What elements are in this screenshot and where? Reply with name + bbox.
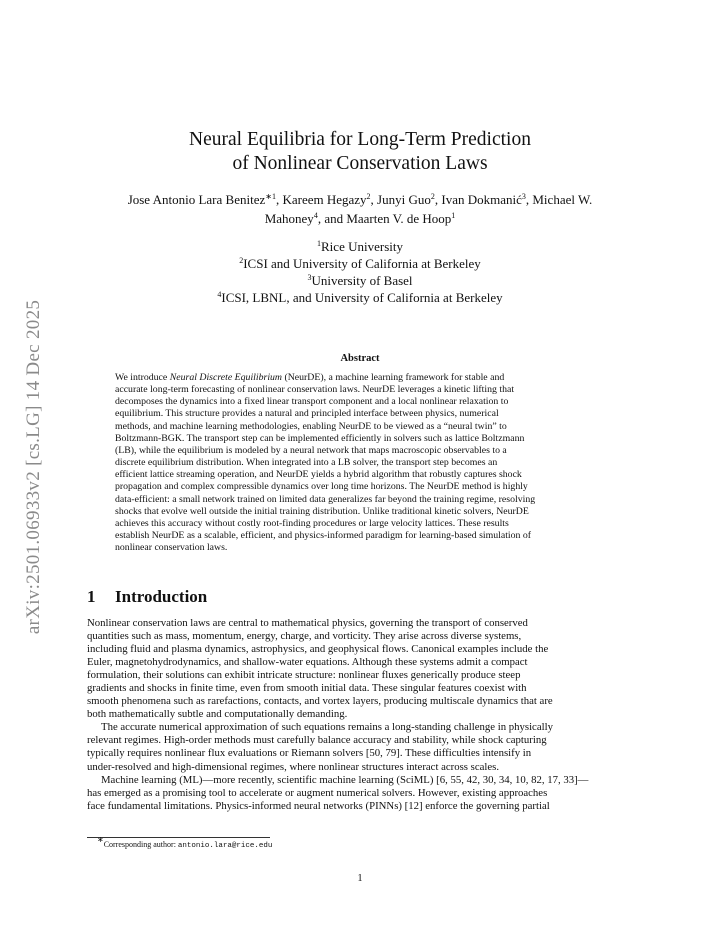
author-list <box>80 190 640 228</box>
page-number: 1 <box>357 873 363 884</box>
section-number: 1 <box>87 587 96 606</box>
intro-line: Machine learning (ML)—more recently, scientific machine learning (SciML) [6, 55, 42, 30, 34, 10, 82, 17, 33]— <box>101 773 589 786</box>
arxiv-identifier-text: arXiv:2501.06933v2 [cs.LG] 14 Dec 2025 <box>23 299 44 635</box>
abstract-line <box>115 372 607 384</box>
abstract-line: nonlinear conservation laws. <box>115 542 228 554</box>
intro-line: including fluid and plasma dynamics, astrophysics, and geophysical flows. Canonical examples include the <box>87 643 549 656</box>
intro-line: both mathematically subtle and computationally demanding. <box>87 708 348 721</box>
affiliation-1 <box>0 238 720 255</box>
author-name: , Michael W. <box>525 192 593 207</box>
abstract-line: methods, and machine learning methodologies, enabling NeurDE to be viewed as a “neural twin” to <box>115 420 507 432</box>
affiliation-4 <box>0 289 720 306</box>
author-affil-mark: 4 <box>313 211 318 220</box>
abstract-line: establish NeurDE as a scalable, efficient, and physics-informed paradigm for learning-based simulation of <box>115 530 532 542</box>
intro-line: smooth phenomena such as rarefactions, contacts, and vortex layers, producing multiscale dynamics that are <box>87 695 553 708</box>
footnote-text: Corresponding author: <box>103 840 178 849</box>
affiliation-text: University of Basel <box>311 273 413 288</box>
intro-line: quantities such as mass, momentum, energy, charge, and vorticity. They arise across diverse systems, <box>87 630 522 643</box>
section-title: Introduction <box>115 587 208 606</box>
abstract-line: (LB), while the equilibrium is modeled by a neural network that maps macroscopic observables to a <box>115 444 507 456</box>
abstract-line: efficient lattice streaming operation, and NeurDE yields a hybrid algorithm that robustly captures shock <box>115 469 522 481</box>
abstract-line: shocks that evolve well outside the initial training distribution. Unlike traditional kinetic solvers, NeurDE <box>115 505 529 517</box>
affiliation-text: ICSI and University of California at Berkeley <box>243 256 481 271</box>
section-heading <box>87 587 207 607</box>
abstract-emphasis: Neural Discrete Equilibrium <box>169 372 283 383</box>
intro-line: under-resolved and high-dimensional regimes, where nonlinear structures interact across scales. <box>87 760 500 773</box>
intro-line: relevant regimes. High-order methods must carefully balance accuracy and stability, while shock capturing <box>87 734 547 747</box>
abstract-body <box>115 372 607 554</box>
paper-title <box>0 128 720 176</box>
intro-line: face fundamental limitations. Physics-informed neural networks (PINNs) [12] enforce the governing partial <box>87 799 550 812</box>
arxiv-identifier-stamp <box>14 262 54 672</box>
author-name: , Junyi Guo <box>370 192 431 207</box>
author-name: , and Maarten V. de Hoop <box>317 211 452 226</box>
author-affil-mark: 2 <box>430 192 435 201</box>
affiliation-list <box>0 238 720 306</box>
affiliation-text: ICSI, LBNL, and University of California at Berkeley <box>221 290 503 305</box>
footnote <box>97 835 273 850</box>
abstract-line: achieves this accuracy without costly root-finding procedures or large velocity lattices. These results <box>115 517 509 529</box>
intro-line: formulation, their solutions can exhibit intricate structure: nonlinear fluxes generically produce steep <box>87 669 521 682</box>
intro-line: gradients and shocks in finite time, even from smooth initial data. These singular features coexist with <box>87 682 527 695</box>
abstract-line: data-efficient: a small network trained on limited data generalizes far beyond the training regime, resolving <box>115 493 536 505</box>
introduction-body <box>87 617 635 813</box>
affiliation-text: Rice University <box>321 239 403 254</box>
abstract-text: We introduce <box>115 372 170 383</box>
abstract-line: propagation and complex compressible dynamics over long time horizons. The NeurDE method is highly <box>115 481 528 493</box>
author-line-1 <box>80 190 640 209</box>
abstract-heading: Abstract <box>340 353 380 364</box>
footnote-mark: ∗ <box>97 835 104 844</box>
author-line-2 <box>80 209 640 228</box>
intro-line: Nonlinear conservation laws are central to mathematical physics, governing the transport of conserved <box>87 617 528 629</box>
affiliation-mark: 4 <box>217 290 222 299</box>
author-affil-mark: 2 <box>366 192 371 201</box>
intro-line: Euler, magnetohydrodynamics, and shallow-water equations. Although these systems admit a compact <box>87 656 528 669</box>
intro-line: The accurate numerical approximation of such equations remains a long-standing challenge in physically <box>101 721 553 734</box>
abstract-line: accurate long-term forecasting of nonlinear conservation laws. NeurDE leverages a kinetic lifting that <box>115 384 515 396</box>
intro-line: has emerged as a promising tool to accelerate or augment numerical solvers. However, existing approaches <box>87 786 548 799</box>
footnote-divider <box>87 837 270 838</box>
title-line-2: of Nonlinear Conservation Laws <box>232 153 488 174</box>
abstract-text: (NeurDE), a machine learning framework for stable and <box>282 372 505 383</box>
abstract-line: discrete equilibrium distribution. When integrated into a LB solver, the transport step becomes an <box>115 457 498 469</box>
intro-line: typically requires nonlinear flux evaluations or Riemann solvers [50, 79]. These difficulties intensify in <box>87 747 532 760</box>
author-name: , Ivan Dokmanić <box>434 192 522 207</box>
author-name: Mahoney <box>264 211 314 226</box>
author-name: , Kareem Hegazy <box>275 192 367 207</box>
title-line-1: Neural Equilibria for Long-Term Prediction <box>189 129 531 150</box>
affiliation-3 <box>0 272 720 289</box>
author-name: Jose Antonio Lara Benitez <box>127 192 266 207</box>
affiliation-mark: 1 <box>317 239 322 248</box>
abstract-line: decomposes the dynamics into a fixed linear transport component and a local nonlinear relaxation to <box>115 396 509 408</box>
author-affil-mark: ∗1 <box>265 192 276 201</box>
affiliation-mark: 3 <box>307 273 312 282</box>
abstract-line: Boltzmann-BGK. The transport step can be implemented efficiently in solvers such as lattice Boltzmann <box>115 432 525 444</box>
author-affil-mark: 1 <box>451 211 456 220</box>
abstract-line: equilibrium. This structure provides a natural and principled interface between physics, numerical <box>115 408 499 420</box>
affiliation-mark: 2 <box>239 256 244 265</box>
affiliation-2 <box>0 255 720 272</box>
author-affil-mark: 3 <box>521 192 526 201</box>
corresponding-email-link[interactable]: antonio.lara@rice.edu <box>177 842 273 850</box>
